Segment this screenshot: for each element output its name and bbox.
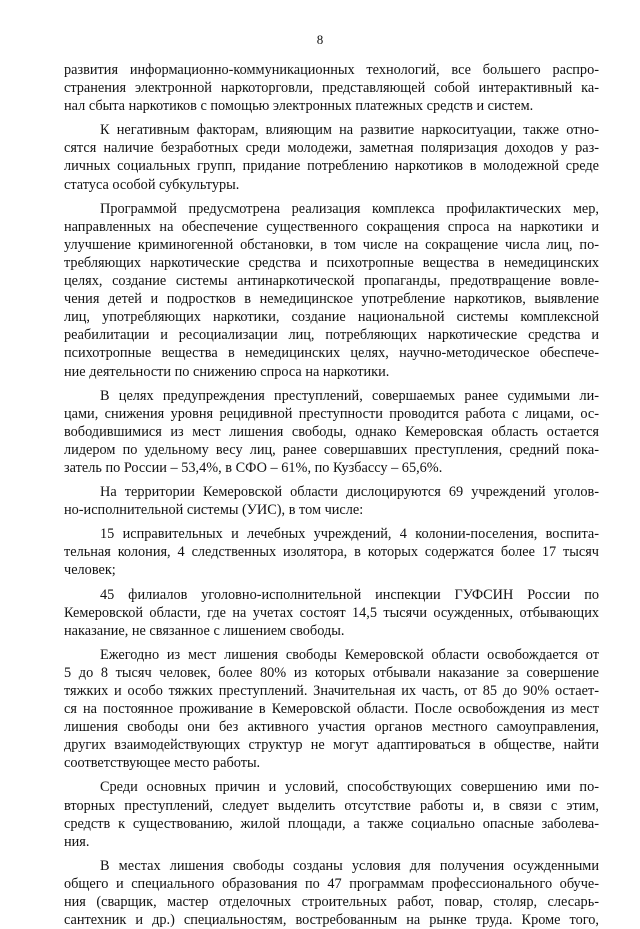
text-line: но-исполнительной системы (УИС), в том числе: [64, 502, 364, 519]
text-line: наказание, не связанное с лишением свободы. [64, 622, 345, 639]
text-line: личных социальных групп, придание потреблению наркотиков в молодежной среде [64, 158, 599, 175]
text-line: Среди основных причин и условий, способствующих совершению ими по- [100, 779, 599, 796]
text-line: лиц, употребляющих наркотики, создание национальной системы комплексной [64, 309, 599, 326]
text-line: ния. [64, 833, 90, 850]
text-line: Кемеровской области, где на учетах состоят 14,5 тысячи осужденных, отбывающих [64, 604, 599, 621]
paragraph [64, 483, 599, 519]
text-line: человек; [64, 562, 116, 579]
text-line: вободившимися из мест лишения свободы, однако Кемеровская область остается [64, 423, 599, 440]
paragraph [64, 200, 599, 381]
text-line: сантехник и др.) специальностям, востребованным на рынке труда. Кроме того, [64, 912, 599, 929]
text-line: требляющих наркотические средства и психотропные вещества в немедицинских [64, 254, 599, 271]
text-line: других взаимодействующих структур не могут адаптироваться в обществе, найти [64, 737, 599, 754]
text-line: целях, создание системы антинаркотической пропаганды, предотвращение вовле- [64, 273, 599, 290]
text-line: На территории Кемеровской области дислоцируются 69 учреждений уголов- [100, 484, 599, 501]
paragraph [64, 525, 599, 579]
text-line: направленных на обеспечение существенного сокращения спроса на наркотики и [64, 218, 599, 235]
text-line: В местах лишения свободы созданы условия для получения осужденными [100, 857, 599, 874]
text-line: статуса особой субкультуры. [64, 176, 240, 193]
text-line: 15 исправительных и лечебных учреждений, 4 колонии-поселения, воспита- [100, 526, 599, 543]
text-line: тельная колония, 4 следственных изолятора, в которых содержатся более 17 тысяч [64, 544, 599, 561]
document-body [64, 61, 599, 929]
text-line: цами, снижения уровня рецидивной преступности проводится работа с лицами, ос- [64, 405, 599, 422]
paragraph [64, 857, 599, 929]
text-line: 5 до 8 тысяч человек, более 80% из которых отбывали наказание за совершение [64, 664, 599, 681]
text-line: ния (сварщик, мастер отделочных строительных работ, повар, столяр, слесарь- [64, 894, 599, 911]
paragraph [64, 646, 599, 773]
paragraph [64, 61, 599, 115]
text-line: нал сбыта наркотиков с помощью электронных платежных средств и систем. [64, 98, 534, 115]
text-line: психотропные вещества в немедицинских целях, научно-методическое обеспече- [64, 345, 599, 362]
text-line: средств к существованию, жилой площади, а также социально опасные заболева- [64, 815, 599, 832]
text-line: реабилитации и ресоциализации лиц, потребляющих наркотические средства и [64, 327, 599, 344]
text-line: лидером по удельному весу лиц, ранее совершавших преступления, средний пока- [64, 441, 599, 458]
text-line: Программой предусмотрена реализация комплекса профилактических мер, [100, 200, 599, 217]
paragraph [64, 778, 599, 850]
paragraph [64, 387, 599, 477]
text-line: улучшение криминогенной обстановки, в том числе на сокращение числа лиц, по- [64, 236, 599, 253]
paragraph [64, 586, 599, 640]
text-line: затель по России – 53,4%, в СФО – 61%, по Кузбассу – 65,6%. [64, 459, 443, 476]
text-line: 45 филиалов уголовно-исполнительной инспекции ГУФСИН России по [100, 586, 599, 603]
text-line: сятся наличие безработных среди молодежи, заметная поляризация доходов у раз- [64, 140, 599, 157]
text-line: чения детей и подростков в немедицинское употребление наркотиков, выявление [64, 291, 599, 308]
text-line: Ежегодно из мест лишения свободы Кемеровской области освобождается от [100, 646, 599, 663]
text-line: К негативным факторам, влияющим на развитие наркоситуации, также отно- [100, 122, 599, 139]
text-line: развития информационно-коммуникационных технологий, все большего распро- [64, 62, 599, 78]
text-line: тяжких и особо тяжких преступлений. Значительная их часть, от 85 до 90% остает- [64, 683, 599, 699]
text-line: В целях предупреждения преступлений, совершаемых ранее судимыми ли- [100, 387, 599, 404]
page-number: 8 [316, 32, 324, 47]
text-line: ся на постоянное проживание в Кемеровской области. После освобождения из мест [64, 701, 599, 718]
text-line: странения электронной наркоторговли, представляющей собой интерактивный ка- [64, 80, 599, 97]
paragraph [64, 121, 599, 193]
text-line: лишения свободы они без активного участия органов местного самоуправления, [64, 719, 599, 736]
text-line: общего и специального образования по 47 программам профессионального обуче- [64, 875, 599, 892]
text-line: соответствующее место работы. [64, 755, 261, 772]
text-line: ние деятельности по снижению спроса на наркотики. [64, 363, 390, 380]
text-line: вторных преступлений, следует выделить отсутствие работы и, в связи с этим, [64, 797, 599, 814]
